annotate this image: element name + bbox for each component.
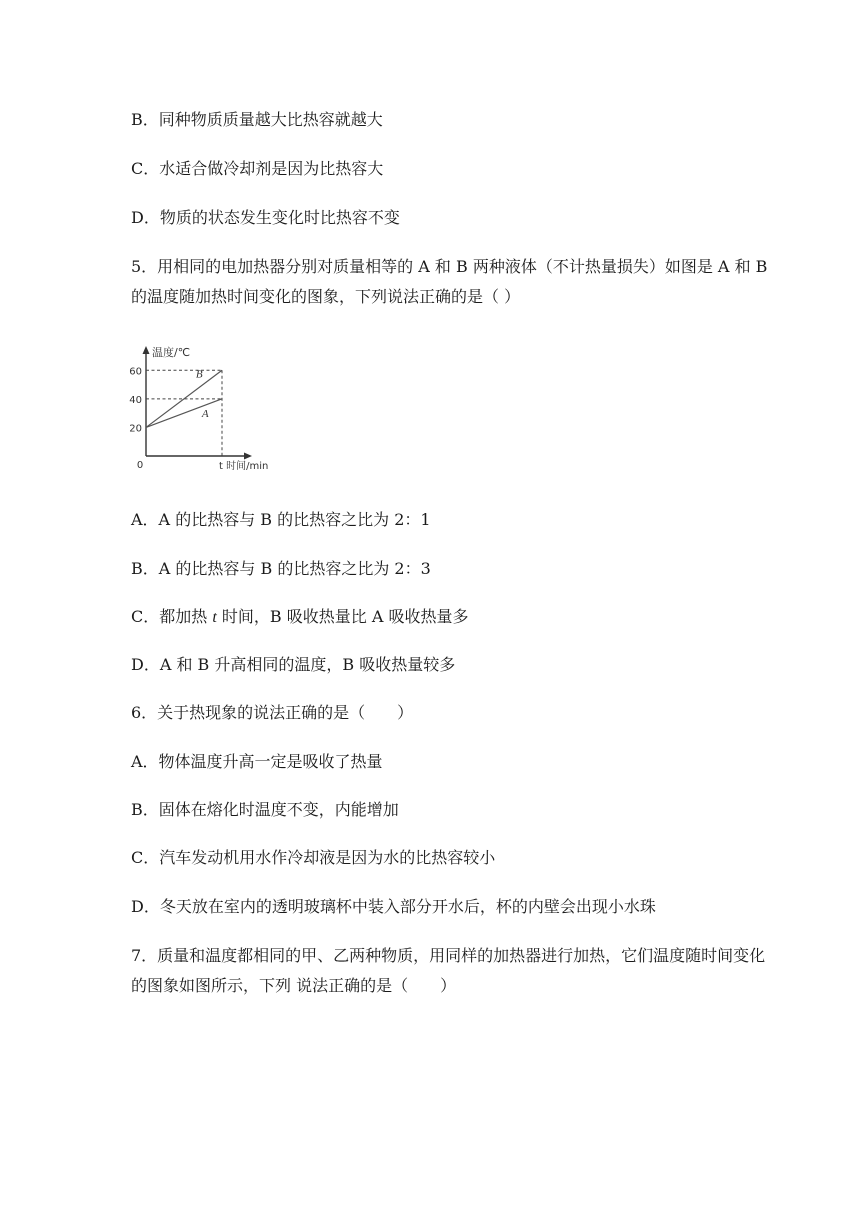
q6-option-b: B．固体在熔化时温度不变，内能增加 xyxy=(131,800,399,819)
q5-option-d: D．A 和 B 升高相同的温度，B 吸收热量较多 xyxy=(131,655,456,674)
x-axis-arrow xyxy=(244,453,252,460)
y-tick-label-60: 60 xyxy=(129,366,142,378)
q5-option-a: A．A 的比热容与 B 的比热容之比为 2：1 xyxy=(131,510,431,529)
q4-option-d: D．物质的状态发生变化时比热容不变 xyxy=(131,208,400,227)
q7-stem-line2: 的图象如图所示，下列 说法正确的是（ ） xyxy=(131,976,457,995)
q5-option-c xyxy=(131,606,468,629)
q6-option-a: A．物体温度升高一定是吸收了热量 xyxy=(131,752,383,771)
q4-option-c: C．水适合做冷却剂是因为比热容大 xyxy=(131,159,384,178)
q5-option-c-pre: C．都加热 xyxy=(131,607,213,626)
y-tick-label-40: 40 xyxy=(129,394,142,406)
temperature-time-graph xyxy=(128,342,288,476)
q5-option-b: B．A 的比热容与 B 的比热容之比为 2：3 xyxy=(131,559,431,578)
series-line-a xyxy=(146,399,222,428)
q5-stem-line2: 的温度随加热时间变化的图象，下列说法正确的是（ ） xyxy=(131,287,521,306)
q6-option-c: C．汽车发动机用水作冷却液是因为水的比热容较小 xyxy=(131,848,496,867)
y-axis-arrow xyxy=(143,346,150,354)
x-axis-label: t 时间/min xyxy=(219,461,269,472)
graph-labels xyxy=(129,345,268,472)
q6-option-d: D．冬天放在室内的透明玻璃杯中装入部分开水后，杯的内壁会出现小水珠 xyxy=(131,897,656,916)
q5-option-c-var: t xyxy=(212,609,217,626)
graph-axes xyxy=(143,346,253,460)
q7-stem-line1: 7．质量和温度都相同的甲、乙两种物质，用同样的加热器进行加热，它们温度随时间变化 xyxy=(131,946,766,965)
q6-stem: 6．关于热现象的说法正确的是（ ） xyxy=(131,703,414,722)
series-label-a: A xyxy=(201,408,209,421)
series-label-b: B xyxy=(195,368,203,381)
origin-label: 0 xyxy=(136,460,144,471)
q5-stem-line1: 5．用相同的电加热器分别对质量相等的 A 和 B 两种液体（不计热量损失）如图是 A 和 B xyxy=(131,257,768,276)
q4-option-b: B．同种物质质量越大比热容就越大 xyxy=(131,110,383,129)
y-tick-label-20: 20 xyxy=(129,423,142,435)
q5-option-c-post: 时间，B 吸收热量比 A 吸收热量多 xyxy=(216,607,469,626)
y-axis-label: 温度/℃ xyxy=(152,346,191,359)
